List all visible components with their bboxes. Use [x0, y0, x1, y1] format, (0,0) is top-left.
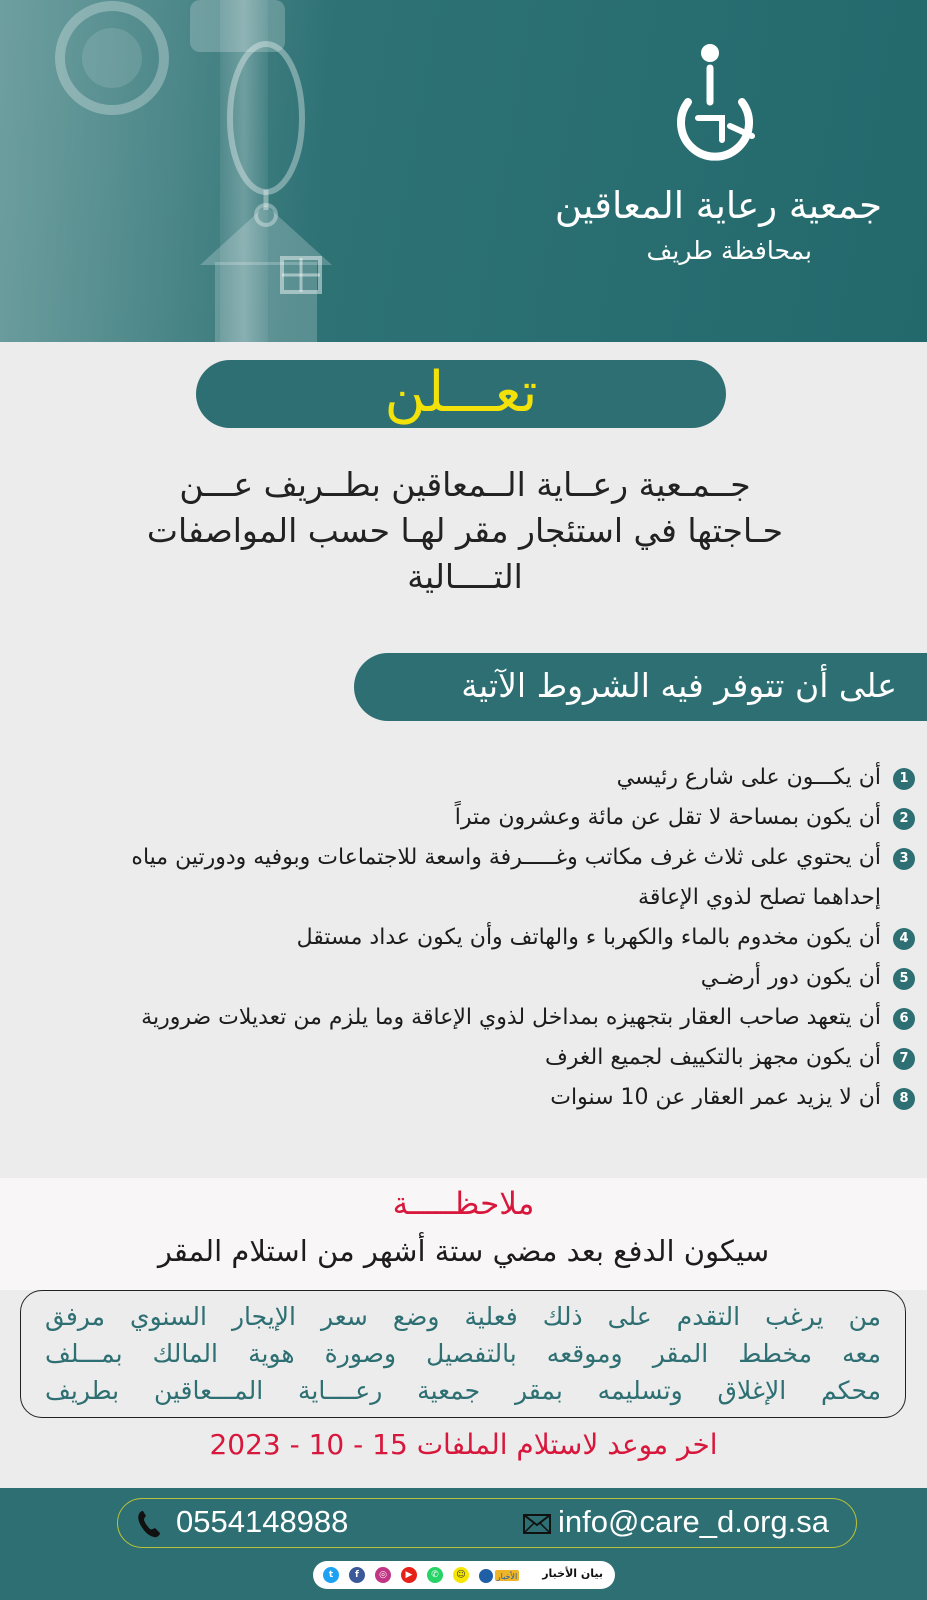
submission-deadline: اخر موعد لاستلام الملفات 15 - 10 - 2023	[209, 1428, 718, 1461]
phone-icon	[136, 1509, 162, 1539]
item-number-badge: 6	[893, 1008, 915, 1030]
intro-line: التــــالية	[407, 557, 523, 596]
email-address[interactable]: info@care_d.org.sa	[558, 1504, 830, 1539]
phone-number[interactable]: 0554148988	[176, 1504, 349, 1539]
intro-line: حـاجتها في استئجار مقر لهـا حسب المواصفات	[146, 511, 784, 550]
association-logo	[668, 40, 758, 165]
condition-text: أن يتعهد صاحب العقار بتجهيزه بمداخل لذوي الإعاقة وما يلزم من تعديلات ضرورية	[141, 1005, 881, 1030]
condition-item	[100, 798, 915, 838]
condition-item	[100, 918, 915, 958]
condition-text: أن يحتوي على ثلاث غرف مكاتب وغـــــرفة واسعة للاجتماعات وبوفيه ودورتين مياه إحداهما تصلح لذوي الإعاقة	[131, 845, 881, 910]
contact-bar	[117, 1498, 857, 1548]
instruction-line: محكم الإغلاق وتسليمه بمقر جمعية رعــــاية المـــعاقين بطريف	[45, 1376, 881, 1405]
condition-item	[100, 1038, 915, 1078]
condition-item	[100, 758, 915, 798]
instagram-icon[interactable]: ◎	[375, 1567, 391, 1583]
condition-item	[100, 838, 915, 918]
intro-paragraph	[60, 462, 870, 600]
item-number-badge: 7	[893, 1048, 915, 1070]
condition-text: أن يكـــون على شارع رئيسي	[616, 765, 881, 790]
item-number-badge: 3	[893, 848, 915, 870]
instruction-line: من يرغب التقدم على ذلك فعلية وضع سعر الإيجار السنوي مرفق	[45, 1302, 881, 1331]
mail-icon	[523, 1514, 551, 1534]
item-number-badge: 1	[893, 768, 915, 790]
news-brand-logo	[478, 1565, 520, 1585]
youtube-icon[interactable]: ▶	[401, 1567, 417, 1583]
item-number-badge: 5	[893, 968, 915, 990]
condition-item	[100, 1078, 915, 1118]
item-number-badge: 4	[893, 928, 915, 950]
announcement-heading: تعـــلن	[196, 360, 726, 428]
brand-name: بيان الأخبار	[542, 1567, 603, 1580]
condition-item	[100, 958, 915, 998]
condition-text: أن لا يزيد عمر العقار عن 10 سنوات	[550, 1085, 881, 1110]
item-number-badge: 8	[893, 1088, 915, 1110]
header-banner	[0, 0, 927, 342]
organization-name: جمعية رعاية المعاقين	[554, 184, 882, 227]
note-section	[0, 1178, 927, 1290]
application-instructions	[20, 1290, 906, 1418]
intro-line: جــمـعية رعــاية الــمعاقين بطــريف عـــن	[179, 465, 751, 504]
twitter-icon[interactable]: t	[323, 1567, 339, 1583]
instruction-line: معه مخطط المقر وموقعه بالتفصيل وصورة هوية المالك بمـــلف	[45, 1339, 881, 1368]
condition-text: أن يكون مجهز بالتكييف لجميع الغرف	[544, 1045, 881, 1070]
snapchat-icon[interactable]: ☺	[453, 1567, 469, 1583]
note-text: سيكون الدفع بعد مضي ستة أشهر من استلام المقر	[157, 1234, 770, 1268]
organization-region: بمحافظة طريف	[646, 236, 812, 265]
condition-text: أن يكون مخدوم بالماء والكهربا ء والهاتف وأن يكون عداد مستقل	[296, 925, 881, 950]
conditions-list	[100, 758, 915, 1118]
facebook-icon[interactable]: f	[349, 1567, 365, 1583]
item-number-badge: 2	[893, 808, 915, 830]
note-title: ملاحظـــــة	[392, 1186, 535, 1222]
whatsapp-icon[interactable]: ✆	[427, 1567, 443, 1583]
conditions-heading: على أن تتوفر فيه الشروط الآتية	[354, 653, 927, 721]
condition-text: أن يكون بمساحة لا تقل عن مائة وعشرون متراً	[454, 805, 881, 830]
social-media-bar	[313, 1561, 615, 1589]
condition-text: أن يكون دور أرضـي	[700, 965, 881, 990]
condition-item	[100, 998, 915, 1038]
contact-footer	[0, 1488, 927, 1600]
house-key-illustration	[40, 0, 340, 342]
news-brand-logo-text: الأخبار	[496, 1572, 518, 1581]
